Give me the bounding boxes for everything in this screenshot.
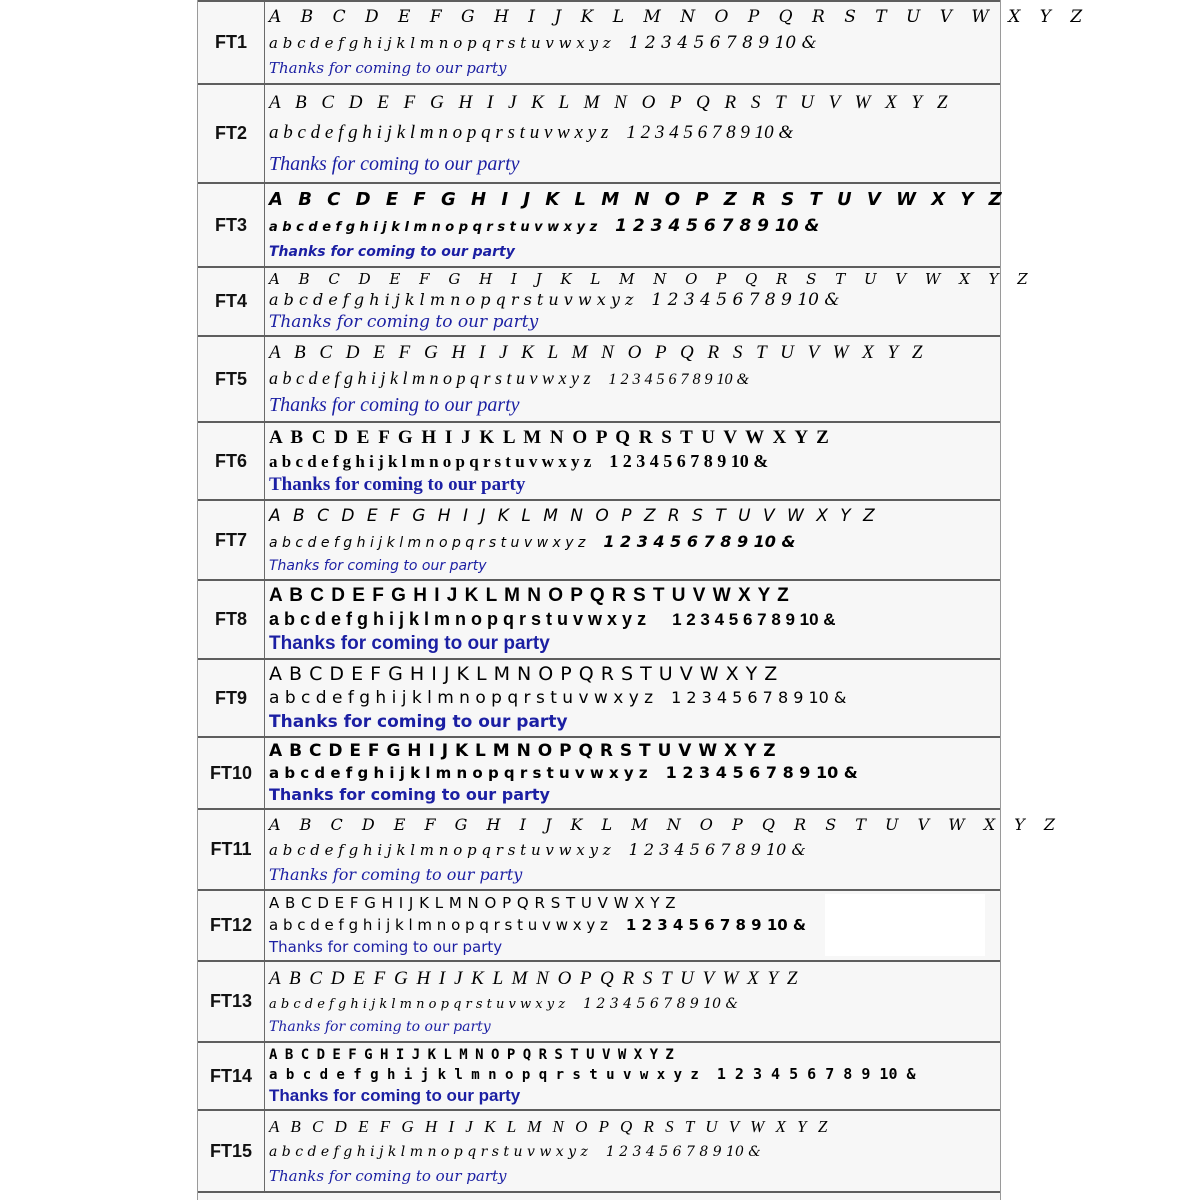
lowercase-letters: a b c d e f g h i j k l m n o p q r s t u v w x y z	[269, 609, 647, 630]
lowercase-letters: a b c d e f g h i j k l m n o p q r s t u v w x y z	[269, 33, 611, 52]
font-sample	[269, 581, 996, 658]
number-sample: 1 2 3 4 5 6 7 8 9 10 &	[716, 1064, 916, 1083]
font-row-ft4[interactable]	[198, 268, 1028, 337]
lowercase-letters: a b c d e f g h i j k l m n o p q r s t u v w x y z	[269, 764, 648, 783]
number-sample: 1 2 3 4 5 6 7 8 9 10 &	[608, 370, 749, 388]
number-sample: 1 2 3 4 5 6 7 8 9 10 &	[651, 289, 840, 310]
uppercase-sample: A B C D E F G H I J K L M N O P Q R S T U V W X Y Z	[269, 341, 923, 363]
font-style-table	[197, 0, 1083, 1200]
font-sample	[269, 501, 996, 579]
font-code: FT12	[198, 891, 265, 960]
thanks-sample: Thanks for coming to our party	[269, 311, 539, 332]
font-code: FT6	[198, 423, 265, 499]
lowercase-sample	[269, 1145, 996, 1159]
lowercase-letters: a b c d e f g h i j k l m n o p q r s t u v w x y z	[269, 220, 598, 236]
uppercase-sample: A B C D E F G H I J K L M N O P Q R S T U V W X Y Z	[269, 6, 1083, 27]
lowercase-sample	[269, 1064, 996, 1083]
lowercase-sample	[269, 369, 996, 388]
lowercase-sample	[269, 531, 996, 551]
font-sample	[269, 962, 996, 1041]
lowercase-sample	[269, 690, 996, 707]
number-sample: 1 2 3 4 5 6 7 8 9 10 &	[671, 688, 847, 708]
font-row-ft3[interactable]	[198, 184, 1000, 268]
font-row-ft5[interactable]	[198, 337, 1000, 423]
blank-patch	[825, 894, 985, 956]
thanks-sample: Thanks for coming to our party	[269, 864, 523, 884]
number-sample: 1 2 3 4 5 6 7 8 9 10 &	[603, 531, 796, 551]
thanks-sample: Thanks for coming to our party	[269, 153, 520, 176]
uppercase-sample: A B C D E F G H I J K L M N O P Q R S T U V W X Y Z	[269, 894, 677, 913]
uppercase-sample: A B C D E F G H I J K L M N O P Q R S T U V W X Y Z	[269, 91, 948, 113]
thanks-sample: Thanks for coming to our party	[269, 937, 503, 956]
lowercase-sample	[269, 289, 996, 310]
font-sample	[269, 2, 1083, 83]
number-sample: 1 2 3 4 5 6 7 8 9 10 &	[628, 32, 817, 53]
uppercase-sample: A B C D E F G H I J K L M N O P Q R S T U V W X Y Z	[269, 814, 1055, 834]
font-sample	[269, 810, 1055, 889]
lowercase-sample	[269, 123, 996, 142]
font-sample	[269, 184, 1002, 266]
lowercase-letters: a b c d e f g h i j k l m n o p q r s t u v w x y z	[269, 1066, 699, 1083]
font-row-ft15[interactable]	[198, 1111, 1000, 1193]
number-sample: 1 2 3 4 5 6 7 8 9 10 &	[583, 995, 739, 1012]
uppercase-sample: A B C D E F G H I J K L M N O P Q R S T U V W X Y Z	[269, 663, 778, 686]
font-row-ft6[interactable]	[198, 423, 1000, 501]
thanks-sample: Thanks for coming to our party	[269, 711, 568, 732]
lowercase-sample	[269, 452, 996, 470]
font-row-ft13[interactable]	[198, 962, 1000, 1043]
lowercase-sample	[269, 765, 996, 781]
lowercase-letters: a b c d e f g h i j k l m n o p q r s t u v w x y z	[269, 534, 586, 551]
font-code: FT8	[198, 581, 265, 658]
font-code: FT14	[198, 1043, 265, 1109]
number-sample: 1 2 3 4 5 6 7 8 9 10 &	[605, 1144, 761, 1160]
uppercase-sample: A B C D E F G H I J K L M N O P Z R S T U V W X Y Z	[269, 188, 1002, 210]
lowercase-sample	[269, 610, 996, 628]
font-code: FT11	[198, 810, 265, 889]
font-sample	[269, 660, 996, 736]
uppercase-sample: A B C D E F G H I J K L M N O P Q R S T U V W X Y Z	[269, 426, 829, 448]
number-sample: 1 2 3 4 5 6 7 8 9 10 &	[628, 839, 806, 859]
font-sample	[269, 85, 996, 182]
font-code: FT10	[198, 738, 265, 808]
font-row-ft7[interactable]	[198, 501, 1000, 581]
lowercase-sample	[269, 839, 996, 859]
number-sample: 1 2 3 4 5 6 7 8 9 10 &	[625, 915, 807, 934]
number-sample: 1 2 3 4 5 6 7 8 9 10 &	[626, 122, 794, 144]
number-sample: 1 2 3 4 5 6 7 8 9 10 &	[672, 610, 836, 630]
lowercase-letters: a b c d e f g h i j k l m n o p q r s t u v w x y z	[269, 688, 654, 709]
font-code: FT4	[198, 268, 265, 335]
uppercase-sample: A B C D E F G H I J K L M N O P Q R S T U V W X Y Z	[269, 584, 789, 606]
lowercase-sample	[269, 997, 996, 1011]
font-sample	[269, 1111, 996, 1191]
thanks-sample: Thanks for coming to our party	[269, 1167, 507, 1185]
thanks-sample: Thanks for coming to our party	[269, 394, 520, 417]
font-code: FT2	[198, 85, 265, 182]
lowercase-letters: a b c d e f g h i j k l m n o p q r s t u v w x y z	[269, 1144, 588, 1160]
font-sample	[269, 423, 996, 499]
lowercase-letters: a b c d e f g h i j k l m n o p q r s t u v w x y z	[269, 367, 591, 388]
thanks-sample: Thanks for coming to our party	[269, 1086, 521, 1106]
thanks-sample: Thanks for coming to our party	[269, 59, 507, 78]
lowercase-letters: a b c d e f g h i j k l m n o p q r s t u v w x y z	[269, 289, 634, 309]
thanks-sample: Thanks for coming to our party	[269, 244, 515, 261]
number-sample: 1 2 3 4 5 6 7 8 9 10 &	[609, 450, 769, 471]
font-code: FT1	[198, 2, 265, 83]
lowercase-letters: a b c d e f g h i j k l m n o p q r s t u v w x y z	[269, 840, 611, 859]
font-code: FT9	[198, 660, 265, 736]
lowercase-sample	[269, 32, 996, 53]
font-row-ft1[interactable]	[198, 0, 1083, 85]
font-code: FT3	[198, 184, 265, 266]
uppercase-sample: A B C D E F G H I J K L M N O P Q R S T U V W X Y Z	[269, 967, 798, 989]
font-row-ft10[interactable]	[198, 738, 1000, 810]
thanks-sample: Thanks for coming to our party	[269, 633, 550, 655]
font-sample	[269, 1043, 996, 1109]
font-row-ft9[interactable]	[198, 660, 1000, 738]
number-sample: 1 2 3 4 5 6 7 8 9 10 &	[615, 216, 820, 237]
font-code: FT15	[198, 1111, 265, 1191]
font-sample	[269, 268, 1028, 335]
thanks-sample: Thanks for coming to our party	[269, 474, 526, 496]
thanks-sample: Thanks for coming to our party	[269, 557, 487, 574]
thanks-sample: Thanks for coming to our party	[269, 1019, 491, 1036]
font-code: FT13	[198, 962, 265, 1041]
lowercase-sample	[269, 218, 996, 235]
lowercase-letters: a b c d e f g h i j k l m n o p q r s t u v w x y z	[269, 915, 608, 934]
lowercase-letters: a b c d e f g h i j k l m n o p q r s t u v w x y z	[269, 996, 566, 1012]
font-sample	[269, 337, 996, 421]
uppercase-sample: A B C D E F G H I J K L M N O P Q R S T U V W X Y Z	[269, 1046, 674, 1063]
uppercase-sample: A B C D E F G H I J K L M N O P Q R S T U V W X Y Z	[269, 740, 776, 761]
uppercase-sample: A B C D E F G H I J K L M N O P Z R S T U V W X Y Z	[269, 505, 875, 526]
font-code: FT5	[198, 337, 265, 421]
thanks-sample: Thanks for coming to our party	[269, 785, 550, 805]
font-sample	[269, 738, 996, 808]
uppercase-sample: A B C D E F G H I J K L M N O P Q R S T U V W X Y Z	[269, 270, 1028, 289]
uppercase-sample: A B C D E F G H I J K L M N O P Q R S T U V W X Y Z	[269, 1117, 828, 1136]
lowercase-letters: a b c d e f g h i j k l m n o p q r s t u v w x y z	[269, 451, 592, 471]
font-row-ft14[interactable]	[198, 1043, 1000, 1111]
lowercase-letters: a b c d e f g h i j k l m n o p q r s t u v w x y z	[269, 122, 609, 144]
font-code: FT7	[198, 501, 265, 579]
font-row-ft8[interactable]	[198, 581, 1000, 660]
number-sample: 1 2 3 4 5 6 7 8 9 10 &	[665, 763, 858, 783]
font-row-ft2[interactable]	[198, 85, 1000, 184]
font-row-ft11[interactable]	[198, 810, 1055, 891]
